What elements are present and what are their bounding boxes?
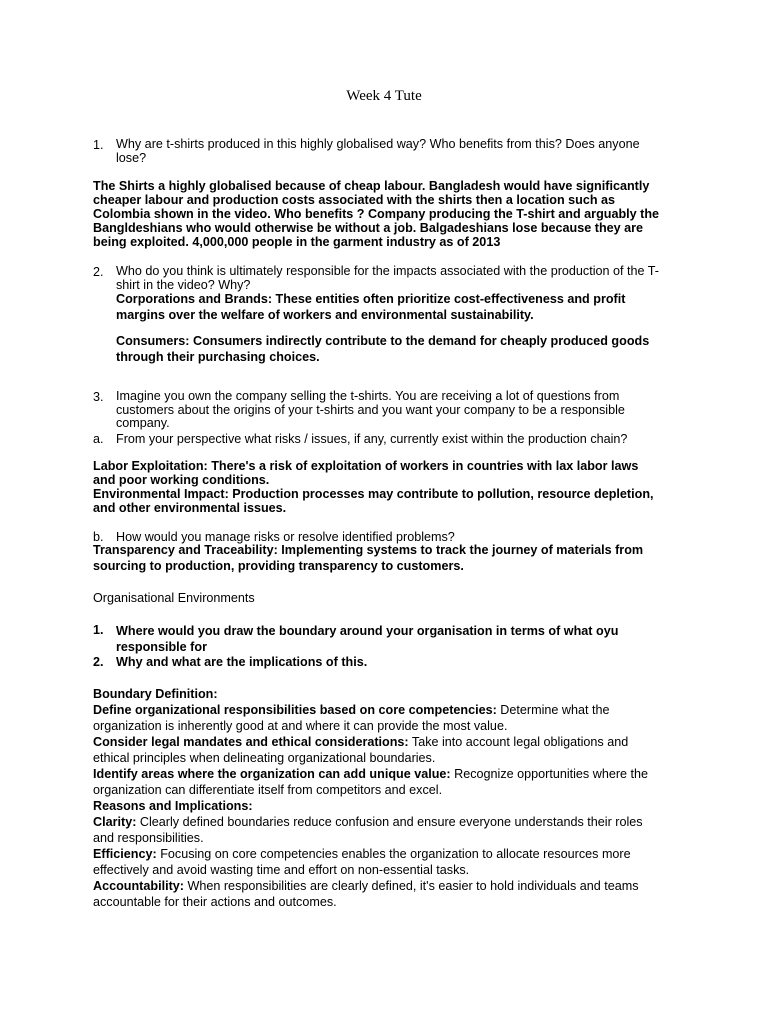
answer-2-line: Consumers: Consumers indirectly contribute to the demand for cheaply produced goods (116, 334, 650, 348)
answer-2-consumers (116, 333, 649, 365)
boundary-item-cont: organization is inherently good at and where it can provide the most value. (93, 719, 508, 733)
boundary-item (93, 734, 648, 750)
item-text: Take into account legal obligations and (408, 735, 629, 749)
reasons-heading: Reasons and Implications: (93, 799, 253, 813)
org-question-1 (116, 623, 618, 655)
org-question-2: Why and what are the implications of this. (116, 655, 368, 669)
org-question-2-number: 2. (93, 655, 104, 669)
item-text: When responsibilities are clearly defined, it's easier to hold individuals and teams (183, 879, 639, 893)
answer-3a (93, 459, 654, 515)
answer-2-corporations (116, 291, 625, 323)
answer-2-line: through their purchasing choices. (116, 350, 320, 364)
boundary-item-cont: organization can differentiate itself from competitors and excel. (93, 783, 443, 797)
question-3-line: customers about the origins of your t-shirts and you want your company to be a responsible (116, 402, 625, 417)
question-2-line: Who do you think is ultimately responsible for the impacts associated with the production of the T- (116, 264, 659, 278)
boundary-and-reasons (93, 686, 648, 910)
page-title: Week 4 Tute (346, 88, 422, 104)
section-heading: Organisational Environments (93, 591, 255, 605)
answer-2-line: Corporations and Brands: These entities often prioritize cost-effectiveness and profit (116, 292, 626, 306)
answer-1-line: Bangldeshians who would otherwise be without a job. Balgadeshians lose because they are (93, 221, 644, 235)
boundary-heading: Boundary Definition: (93, 687, 218, 701)
item-text: Clearly defined boundaries reduce confusion and ensure everyone understands their roles (136, 815, 643, 829)
reason-item-cont: effectively and avoid wasting time and effort on non-essential tasks. (93, 863, 470, 877)
item-label: Consider legal mandates and ethical considerations: (93, 735, 409, 749)
answer-1 (93, 179, 659, 249)
question-3b: How would you manage risks or resolve identified problems? (116, 530, 455, 544)
question-3a-letter: a. (93, 432, 104, 446)
answer-1-line: The Shirts a highly globalised because of cheap labour. Bangladesh would have significantly (93, 179, 650, 193)
question-3-number: 3. (93, 390, 104, 404)
question-3b-letter: b. (93, 530, 104, 544)
question-3a: From your perspective what risks / issues, if any, currently exist within the production chain? (116, 432, 628, 446)
answer-3b (93, 542, 643, 574)
question-3-line: company. (116, 416, 170, 431)
reason-item (93, 846, 648, 862)
item-text: Focusing on core competencies enables the organization to allocate resources more (156, 847, 631, 861)
question-1-number: 1. (93, 138, 104, 152)
answer-1-line: Colombia shown in the video. Who benefits ? Company producing the T-shirt and arguably the (93, 207, 660, 221)
question-2-line: shirt in the video? Why? (116, 277, 251, 292)
question-1 (116, 138, 640, 165)
question-1-line: lose? (116, 150, 147, 165)
question-2-number: 2. (93, 265, 104, 279)
answer-3a-line: Labor Exploitation: There's a risk of exploitation of workers in countries with lax labor laws (93, 459, 639, 473)
item-text: Determine what the (496, 703, 610, 717)
answer-1-line: cheaper labour and production costs associated with the shirts then a location such as (93, 193, 616, 207)
item-label: Efficiency: (93, 847, 157, 861)
reason-item-cont: accountable for their actions and outcomes. (93, 895, 337, 909)
item-label: Accountability: (93, 879, 184, 893)
answer-2-line: margins over the welfare of workers and environmental sustainability. (116, 308, 534, 322)
answer-3a-line: Environmental Impact: Production processes may contribute to pollution, resource depletion, (93, 487, 654, 501)
reason-item-cont: and responsibilities. (93, 831, 204, 845)
org-question-1-line: responsible for (116, 640, 207, 654)
item-label: Define organizational responsibilities based on core competencies: (93, 703, 497, 717)
answer-3b-line: sourcing to production, providing transparency to customers. (93, 559, 464, 573)
item-text: Recognize opportunities where the (450, 767, 649, 781)
reason-item (93, 814, 648, 830)
question-2 (116, 265, 659, 292)
org-question-1-line: Where would you draw the boundary around your organisation in terms of what oyu (116, 624, 619, 638)
question-3 (116, 390, 625, 431)
item-label: Identify areas where the organization can add unique value: (93, 767, 451, 781)
answer-3a-line: and other environmental issues. (93, 501, 287, 515)
boundary-item-cont: ethical principles when delineating organizational boundaries. (93, 751, 436, 765)
question-1-line: Why are t-shirts produced in this highly globalised way? Who benefits from this? Does anyone (116, 137, 640, 151)
boundary-item (93, 766, 648, 782)
answer-3a-line: and poor working conditions. (93, 473, 270, 487)
org-question-1-number: 1. (93, 623, 104, 637)
answer-3b-line: Transparency and Traceability: Implementing systems to track the journey of materials from (93, 543, 644, 557)
item-label: Clarity: (93, 815, 137, 829)
boundary-item (93, 702, 648, 718)
reason-item (93, 878, 648, 894)
answer-1-line: being exploited. 4,000,000 people in the garment industry as of 2013 (93, 235, 501, 249)
question-3-line: Imagine you own the company selling the t-shirts. You are receiving a lot of questions from (116, 389, 620, 403)
